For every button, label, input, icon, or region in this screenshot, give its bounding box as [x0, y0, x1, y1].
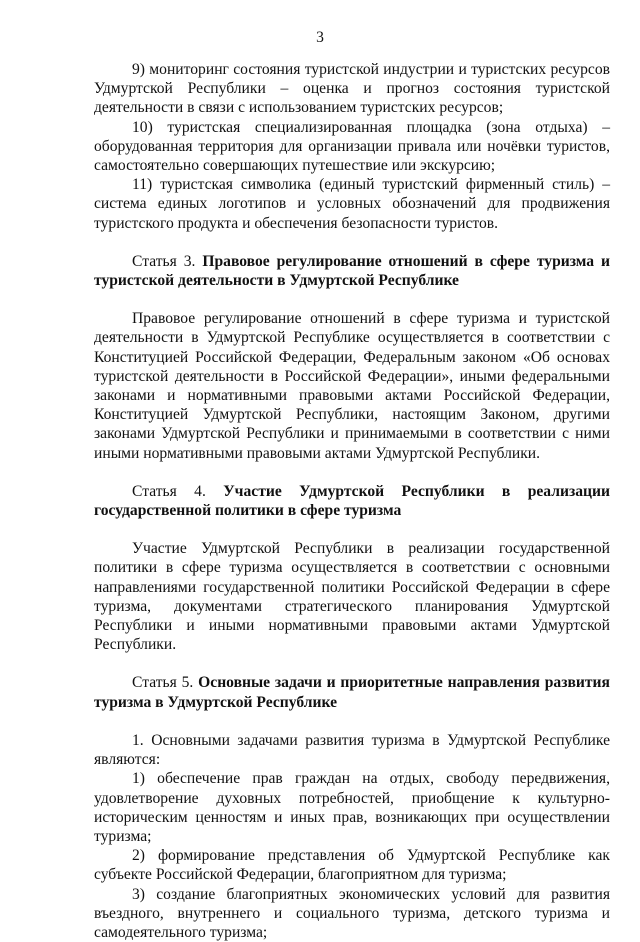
article-3-heading	[94, 252, 610, 290]
paragraph: 10) туристская специализированная площадка (зона отдыха) – оборудованная территория для организации привала или ночёвки туристов, самостоятельно совершающих путешествие или экскурсию;	[94, 118, 610, 175]
article-prefix: Статья 4.	[132, 482, 206, 500]
article-4-text: Участие Удмуртской Республики в реализации государственной политики в сфере туризма осуществляется в соответствии с основными направлениями государственной политики Российской Федерации в сфере туризма, документами стратегического планирования Удмуртской Республики и иными нормативными правовыми актами Удмуртской Республики.	[94, 540, 610, 654]
article-prefix: Статья 5.	[132, 674, 194, 692]
article-title: Основные задачи и приоритетные направления развития туризма в Удмуртской Республике	[94, 674, 610, 711]
article-title: Участие Удмуртской Республики в реализации государственной политики в сфере туризма	[94, 482, 610, 520]
document-body	[94, 60, 610, 942]
article-5-item: 1. Основными задачами развития туризма в Удмуртской Республике являются:	[94, 731, 610, 769]
article-5-item: 1) обеспечение прав граждан на отдых, свободу передвижения, удовлетворение духовных потребностей, приобщение к культурно-историческим ценностям и иных прав, возникающих при осуществлении туризма;	[94, 770, 610, 845]
article-5-item: 3) создание благоприятных экономических условий для развития въездного, внутреннего и социального туризма, детского туризма и самодеятельного туризма;	[94, 885, 610, 941]
page-number: 3	[316, 29, 324, 46]
article-4-heading	[94, 482, 610, 520]
paragraph: 9) мониторинг состояния туристской индустрии и туристских ресурсов Удмуртской Республики – оценка и прогноз состояния туристской деятельности в связи с использованием туристских ресурсов;	[94, 61, 610, 117]
article-5-item: 2) формирование представления об Удмуртской Республике как субъекте Российской Федерации, благоприятном для туризма;	[94, 847, 610, 884]
article-title: Правовое регулирование отношений в сфере туризма и туристской деятельности в Удмуртской Республике	[94, 252, 610, 290]
paragraph: 11) туристская символика (единый туристский фирменный стиль) – система единых логотипов и условных обозначений для продвижения туристского продукта и обеспечения безопасности туристов.	[94, 176, 610, 232]
article-prefix: Статья 3.	[132, 252, 196, 270]
article-5-heading	[94, 673, 610, 711]
article-3-text: Правовое регулирование отношений в сфере туризма и туристской деятельности в Удмуртской Республике осуществляется в соответствии с Конституцией Российской Федерации, Федеральным законом «Об основах туристской деятельности в Российской Федерации», иными федеральными законами и нормативными правовыми актами Российской Федерации, Конституцией Удмуртской Республики, настоящим Законом, другими законами Удмуртской Республики и принимаемыми в соответствии с ними иными нормативными правовыми актами Удмуртской Республики.	[94, 310, 610, 462]
